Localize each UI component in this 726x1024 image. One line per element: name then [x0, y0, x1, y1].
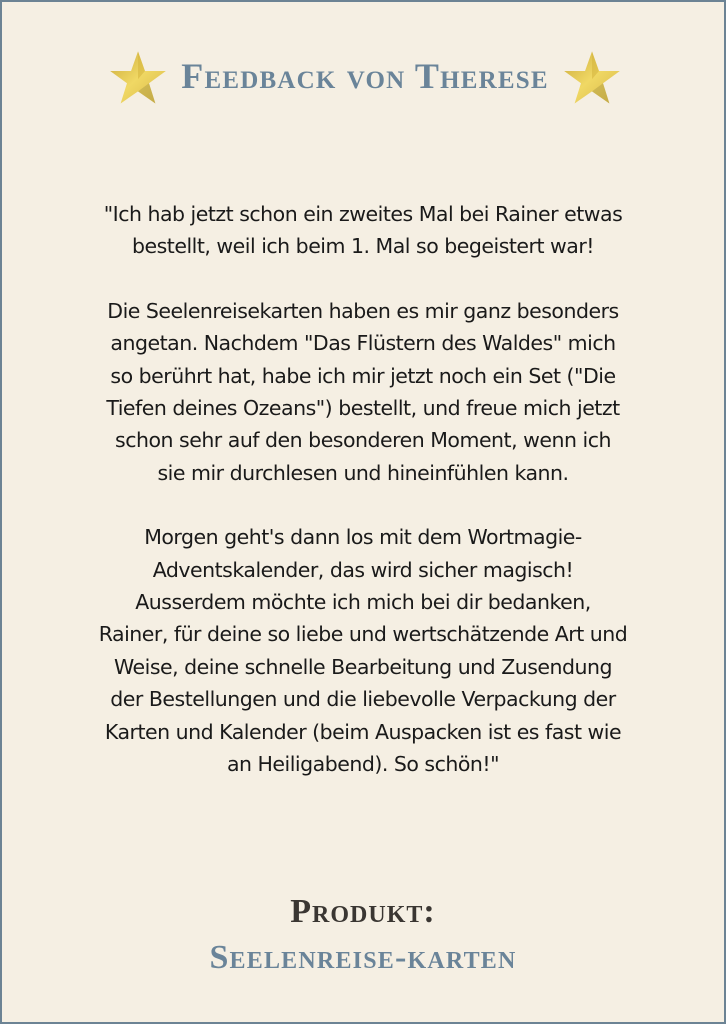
- text-line: an Heiligabend). So schön!": [226, 752, 500, 777]
- text-line: Die Seelenreisekarten haben es mir ganz besonders: [107, 298, 619, 323]
- star-icon: [563, 50, 621, 106]
- text-line: Rainer, für deine so liebe und wertschätzende Art und: [98, 622, 628, 647]
- text-line: Tiefen deines Ozeans") bestellt, und freue mich jetzt: [106, 396, 620, 421]
- text-line: so berührt hat, habe ich mir jetzt noch ein Set ("Die: [110, 363, 616, 388]
- text-line: bestellt, weil ich beim 1. Mal so begeistert war!: [132, 234, 594, 259]
- testimonial-paragraph-2: [32, 295, 694, 489]
- header: [2, 46, 724, 110]
- testimonial-paragraph-1: [32, 198, 694, 263]
- text-line: der Bestellungen und die liebevolle Verpackung der: [110, 687, 616, 712]
- star-icon: [109, 50, 167, 106]
- product-label: Produkt:: [290, 893, 436, 930]
- product-footer: [2, 892, 724, 980]
- testimonial-paragraph-3: [32, 521, 694, 780]
- text-line: schon sehr auf den besonderen Moment, wenn ich: [115, 428, 611, 453]
- text-line: sie mir durchlesen und hineinfühlen kann.: [157, 460, 569, 485]
- text-line: Karten und Kalender (beim Auspacken ist es fast wie: [104, 719, 622, 744]
- text-line: angetan. Nachdem "Das Flüstern des Waldes" mich: [110, 331, 616, 356]
- product-name: Seelenreise-karten: [209, 939, 517, 976]
- page-title: Feedback von Therese: [181, 56, 549, 96]
- text-line: Adventskalender, das wird sicher magisch!: [152, 557, 574, 582]
- text-line: Ausserdem möchte ich mich bei dir bedanken,: [135, 590, 591, 615]
- testimonial-text: [32, 198, 694, 813]
- text-line: "Ich hab jetzt schon ein zweites Mal bei Rainer etwas: [103, 202, 623, 226]
- text-line: Morgen geht's dann los mit dem Wortmagie-: [144, 525, 582, 550]
- text-line: Weise, deine schnelle Bearbeitung und Zusendung: [113, 654, 613, 679]
